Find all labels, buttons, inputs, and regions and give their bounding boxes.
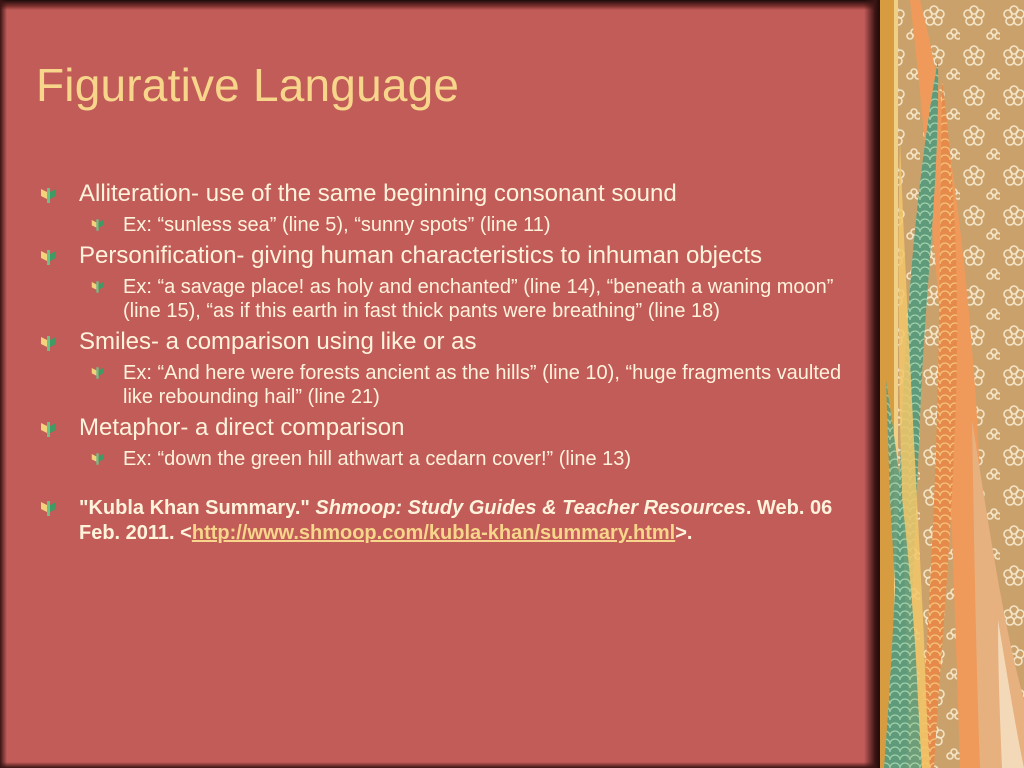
bullet-text: Smiles- a comparison using like or as bbox=[79, 328, 477, 355]
sprout-bullet-icon bbox=[40, 500, 57, 517]
bullet-item-metaphor bbox=[36, 414, 848, 442]
citation bbox=[36, 496, 848, 546]
sub-bullet-item bbox=[36, 361, 848, 409]
bullet-item-alliteration bbox=[36, 180, 848, 208]
sub-bullet-text: Ex: “down the green hill athwart a cedarn cover!” (line 13) bbox=[123, 448, 632, 470]
sprout-bullet-icon bbox=[40, 335, 57, 352]
frame-shadow-bottom bbox=[0, 762, 880, 768]
bullet-list bbox=[36, 180, 848, 546]
sprout-bullet-icon bbox=[91, 280, 104, 294]
bullet-item-similes bbox=[36, 328, 848, 356]
frame-shadow-right bbox=[864, 0, 880, 768]
sub-bullet-text: Ex: “And here were forests ancient as the hills” (line 10), “huge fragments vaulted like rebounding hail” (line 21) bbox=[123, 362, 842, 408]
bullet-item-personification bbox=[36, 242, 848, 270]
sprout-bullet-icon bbox=[40, 421, 57, 438]
bullet-text: Metaphor- a direct comparison bbox=[79, 414, 405, 441]
sprout-bullet-icon bbox=[91, 218, 104, 232]
slide-title: Figurative Language bbox=[36, 59, 460, 111]
sprout-bullet-icon bbox=[40, 249, 57, 266]
decorative-panel bbox=[880, 0, 1024, 768]
frame-shadow-top bbox=[0, 0, 880, 10]
sub-bullet-text: Ex: “a savage place! as holy and enchanted” (line 14), “beneath a waning moon” (line 15), “as if this earth in fast thick pants were breathing” (line 18) bbox=[123, 276, 834, 322]
sub-bullet-text: Ex: “sunless sea” (line 5), “sunny spots” (line 11) bbox=[123, 214, 551, 236]
sub-bullet-item bbox=[36, 275, 848, 323]
sprout-bullet-icon bbox=[91, 366, 104, 380]
bullet-text: Alliteration- use of the same beginning consonant sound bbox=[79, 180, 677, 207]
citation-link[interactable]: http://www.shmoop.com/kubla-khan/summary.html bbox=[191, 522, 676, 544]
citation-title: "Kubla Khan Summary." bbox=[79, 497, 316, 519]
citation-date: . Web. 06 Feb. 2011. < bbox=[79, 497, 833, 544]
citation-end: >. bbox=[675, 522, 693, 544]
sprout-bullet-icon bbox=[91, 452, 104, 466]
citation-source: Shmoop: Study Guides & Teacher Resources bbox=[315, 497, 746, 519]
bullet-text: Personification- giving human characteristics to inhuman objects bbox=[79, 242, 763, 269]
sprout-bullet-icon bbox=[40, 187, 57, 204]
frame-shadow-left bbox=[0, 0, 7, 768]
sub-bullet-item bbox=[36, 447, 848, 471]
sub-bullet-item bbox=[36, 213, 848, 237]
